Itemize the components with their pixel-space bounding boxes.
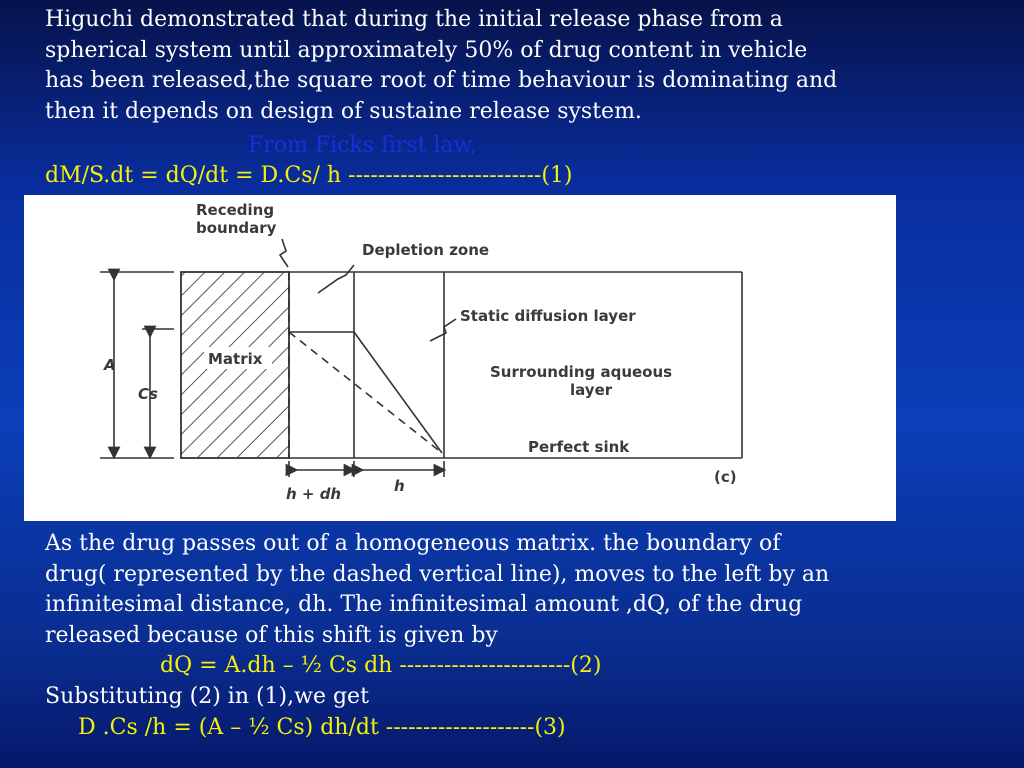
label-a: A xyxy=(104,356,116,374)
explanation-line: released because of this shift is given by xyxy=(45,622,498,648)
explanation-line: infinitesimal distance, dh. The infinitesimal amount ,dQ, of the drug xyxy=(45,592,803,617)
concentration-gradient xyxy=(354,332,442,453)
label-perfect-sink: Perfect sink xyxy=(528,438,630,456)
higuchi-matrix-diagram xyxy=(24,195,896,521)
label-h: h xyxy=(394,477,405,495)
label-receding: Receding xyxy=(196,201,275,219)
label-cs: Cs xyxy=(138,385,158,403)
substitution-text: Substituting (2) in (1),we get xyxy=(45,684,369,709)
equation-2: dQ = A.dh – ½ Cs dh -----------------------(2) xyxy=(160,653,602,678)
label-panel-c: (c) xyxy=(714,468,737,486)
label-boundary: boundary xyxy=(196,219,277,237)
equation-1: dM/S.dt = dQ/dt = D.Cs/ h --------------------------(1) xyxy=(45,163,573,188)
intro-paragraph xyxy=(45,5,837,127)
label-layer: layer xyxy=(570,381,613,399)
label-surrounding-aqueous: Surrounding aqueous xyxy=(490,363,673,381)
intro-line: Higuchi demonstrated that during the initial release phase from a xyxy=(45,7,783,32)
ficks-law-subheading: From Ficks first law, xyxy=(248,133,477,158)
label-depletion-zone: Depletion zone xyxy=(362,241,490,259)
explanation-line: drug( represented by the dashed vertical line), moves to the left by an xyxy=(45,561,830,587)
intro-line: has been released,the square root of time behaviour is dominating and xyxy=(45,68,838,93)
label-matrix: Matrix xyxy=(208,350,263,368)
intro-line: then it depends on design of sustaine release system. xyxy=(45,98,642,124)
explanation-paragraph xyxy=(45,529,829,651)
receding-pointer xyxy=(280,239,288,267)
depletion-pointer xyxy=(318,265,354,293)
dashed-gradient xyxy=(289,332,442,453)
intro-line: spherical system until approximately 50% of drug content in vehicle xyxy=(45,37,808,63)
label-static-diffusion-layer: Static diffusion layer xyxy=(460,307,636,325)
diffusion-pointer xyxy=(430,319,456,341)
equation-3: D .Cs /h = (A – ½ Cs) dh/dt --------------------(3) xyxy=(78,715,566,740)
explanation-line: As the drug passes out of a homogeneous matrix. the boundary of xyxy=(45,531,781,556)
label-h-plus-dh: h + dh xyxy=(286,485,342,503)
